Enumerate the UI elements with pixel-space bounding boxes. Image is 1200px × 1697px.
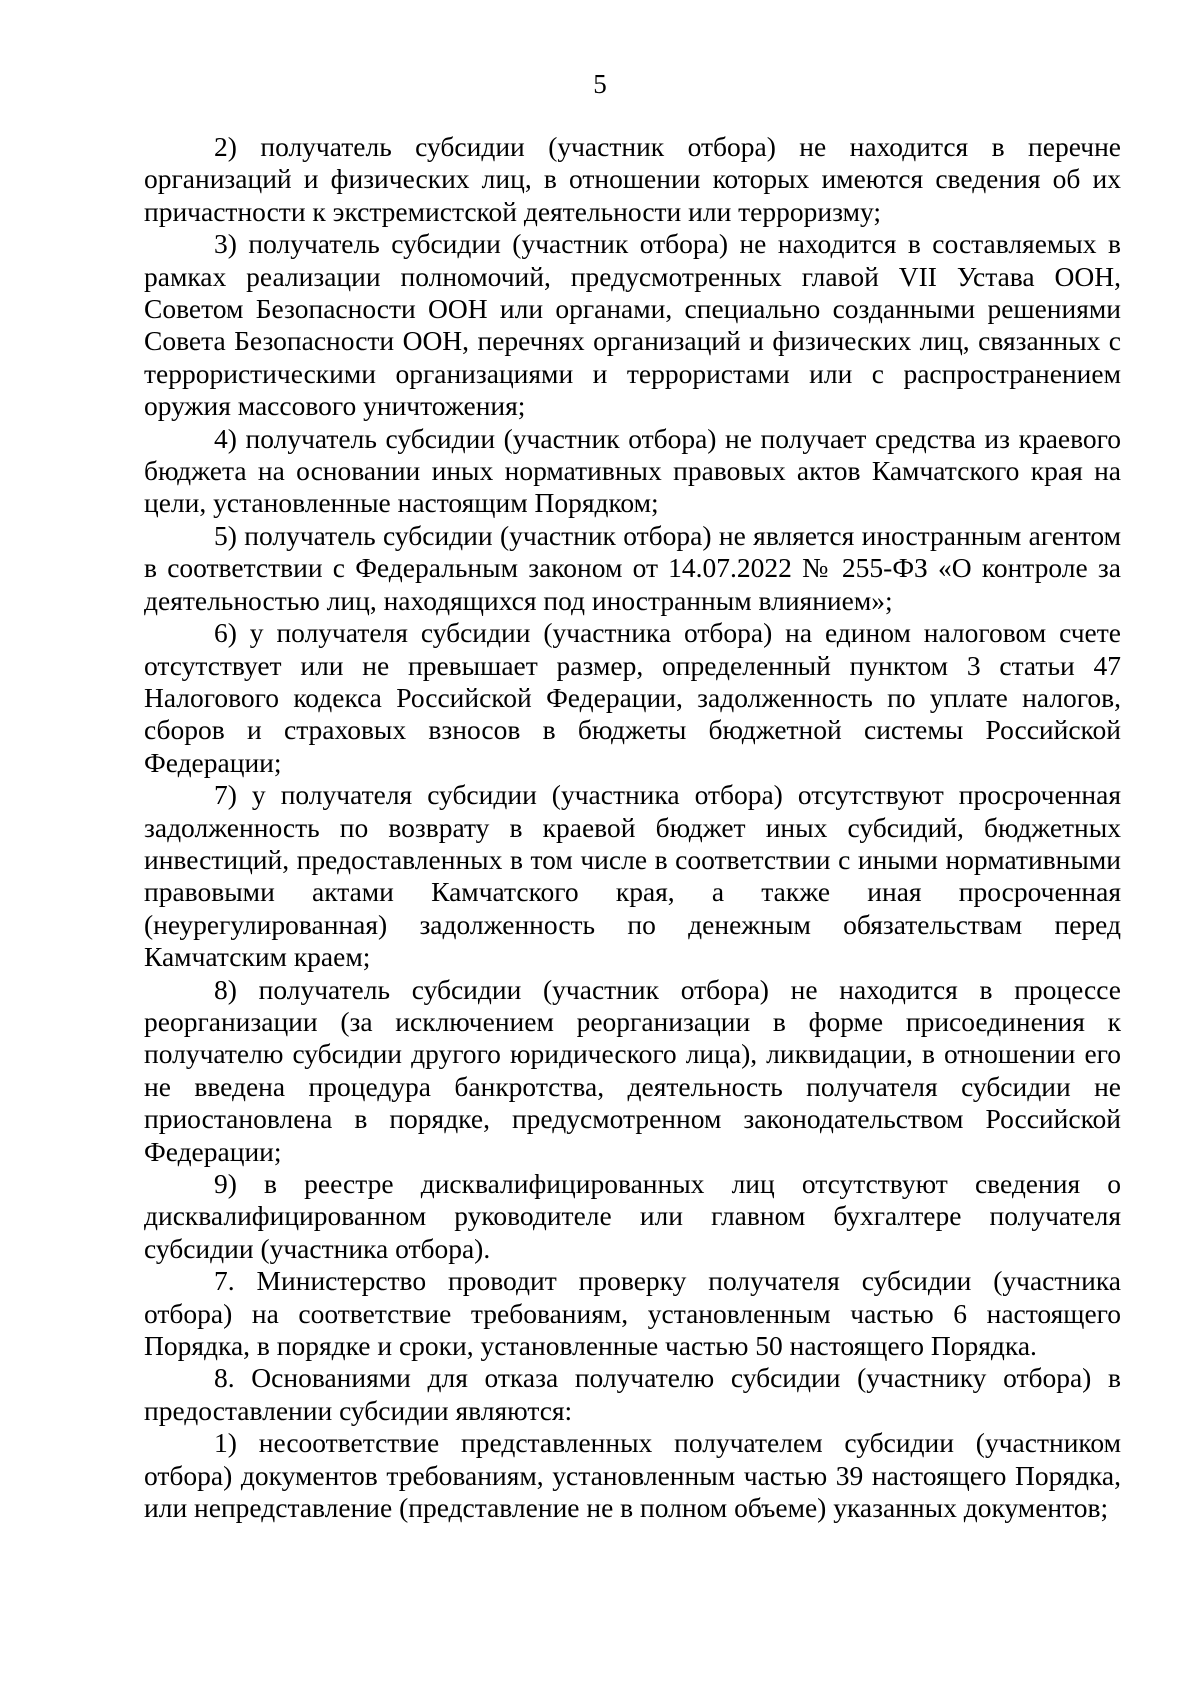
paragraph-item-2: 2) получатель субсидии (участник отбора) не находится в перечне организаций и физических лиц, в отношении которых имеются сведения об их причастности к экстремистской деятельности или терроризму; [144, 131, 1121, 227]
page-number: 5 [593, 69, 607, 99]
paragraph-part-8-item-1: 1) несоответствие представленных получателем субсидии (участником отбора) документов требованиям, установленным частью 39 настоящего Порядка, или непредставление (представление не в полном объеме) указанных документов; [144, 1427, 1121, 1524]
paragraph-item-5: 5) получатель субсидии (участник отбора) не является иностранным агентом в соответствии с Федеральным законом от 14.07.2022 № 255-ФЗ «О контроле за деятельностью лиц, находящихся под иностранным влиянием»; [144, 519, 1121, 616]
paragraph-item-8: 8) получатель субсидии (участник отбора) не находится в процессе реорганизации (за исключением реорганизации в форме присоединения к получателю субсидии другого юридического лица), ликвидации, в отношении его не введена процедура банкротства, деятельность получателя субсидии не приостановлена в порядке, предусмотренном законодательством Российской Федерации; [144, 973, 1121, 1167]
paragraph-part-8: 8. Основаниями для отказа получателю субсидии (участнику отбора) в предоставлении субсидии являются: [144, 1362, 1121, 1426]
paragraph-item-4: 4) получатель субсидии (участник отбора) не получает средства из краевого бюджета на основании иных нормативных правовых актов Камчатского края на цели, установленные настоящим Порядком; [144, 422, 1121, 519]
paragraph-part-7: 7. Министерство проводит проверку получателя субсидии (участника отбора) на соответствие требованиям, установленным частью 6 настоящего Порядка, в порядке и сроки, установленные частью 50 настоящего Порядка. [144, 1265, 1121, 1362]
paragraph-item-3: 3) получатель субсидии (участник отбора) не находится в составляемых в рамках реализации полномочий, предусмотренных главой VII Устава ООН, Советом Безопасности ООН или органами, специально созданными решениями Совета Безопасности ООН, перечнях организаций и физических лиц, связанных с террористическими организациями и террористами или с распространением оружия массового уничтожения; [144, 228, 1121, 422]
document-body [144, 131, 1121, 1524]
paragraph-item-7: 7) у получателя субсидии (участника отбора) отсутствуют просроченная задолженность по возврату в краевой бюджет иных субсидий, бюджетных инвестиций, предоставленных в том числе в соответствии с иными нормативными правовыми актами Камчатского края, а также иная просроченная (неурегулированная) задолженность по денежным обязательствам перед Камчатским краем; [144, 779, 1121, 973]
paragraph-item-6: 6) у получателя субсидии (участника отбора) на едином налоговом счете отсутствует или не превышает размер, определенный пунктом 3 статьи 47 Налогового кодекса Российской Федерации, задолженность по уплате налогов, сборов и страховых взносов в бюджеты бюджетной системы Российской Федерации; [144, 617, 1121, 778]
paragraph-item-9: 9) в реестре дисквалифицированных лиц отсутствуют сведения о дисквалифицированном руководителе или главном бухгалтере получателя субсидии (участника отбора). [144, 1168, 1121, 1264]
